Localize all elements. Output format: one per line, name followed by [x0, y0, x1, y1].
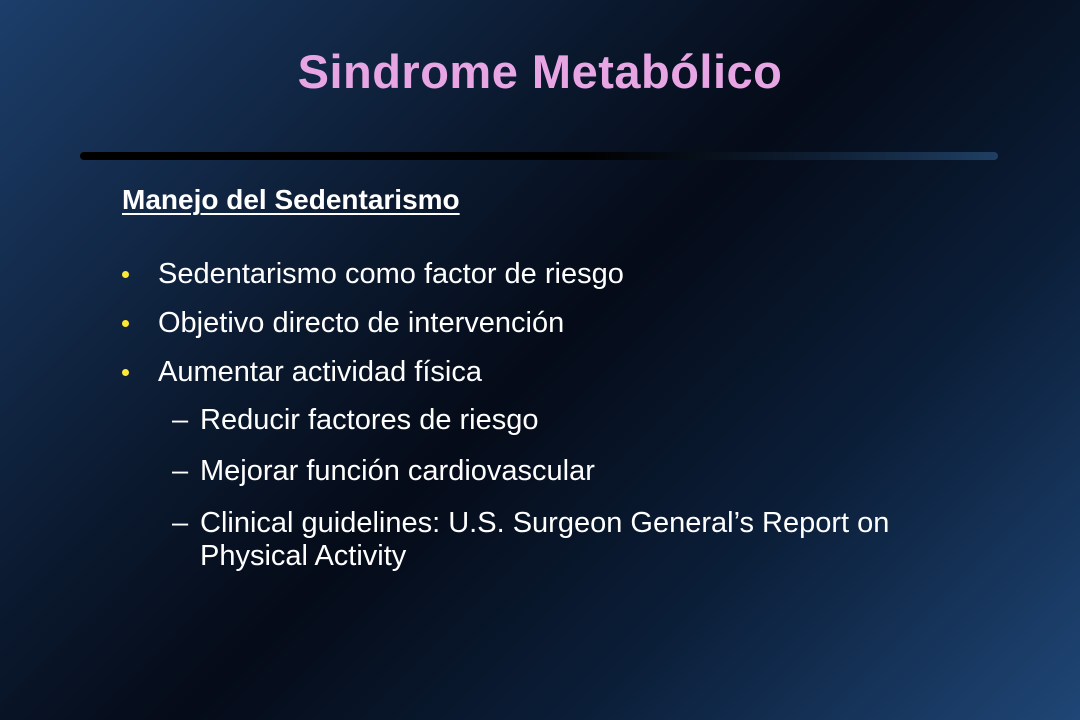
bullet-dot-icon: [122, 320, 129, 327]
slide-title: Sindrome Metabólico: [297, 45, 783, 98]
dash-marker: –: [172, 507, 189, 539]
sub-bullet-text: Reducir factores de riesgo: [200, 404, 539, 436]
dash-marker: –: [172, 404, 189, 436]
section-heading: Manejo del Sedentarismo: [122, 184, 460, 215]
sub-bullet-text: Clinical guidelines: U.S. Surgeon General’s Report on Physical Activity: [200, 507, 890, 572]
sub-bullet-text: Mejorar función cardiovascular: [200, 455, 595, 487]
title-divider: [80, 152, 998, 160]
bullet-dot-icon: [122, 271, 129, 278]
dash-marker: –: [172, 455, 189, 487]
bullet-dot-icon: [122, 369, 129, 376]
bullet-text: Sedentarismo como factor de riesgo: [158, 258, 624, 290]
bullet-text: Aumentar actividad física: [158, 356, 482, 388]
bullet-text: Objetivo directo de intervención: [158, 307, 565, 339]
